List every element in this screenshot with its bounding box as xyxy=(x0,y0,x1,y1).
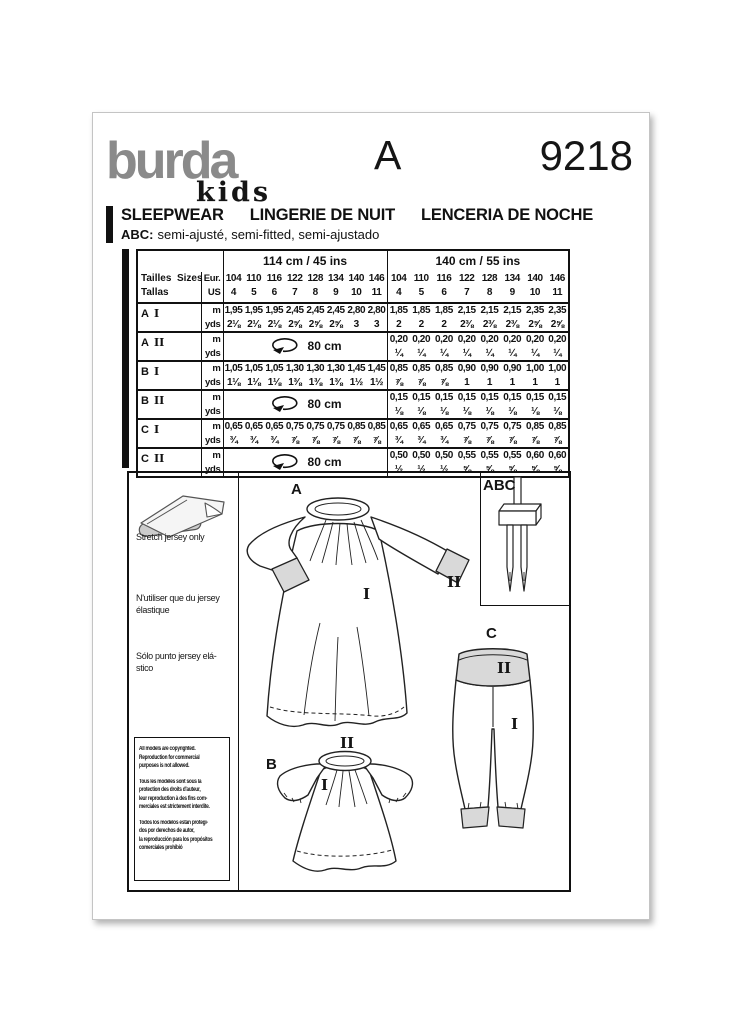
elastic-loop-icon xyxy=(269,453,301,471)
yardage-cell-114: 1,95 2⅛ xyxy=(223,303,244,332)
size-col-header: 128 8 xyxy=(305,272,326,303)
yardage-cell-114: 2,45 2⅝ xyxy=(305,303,326,332)
fit-views-label: ABC: xyxy=(121,227,154,242)
unit-cell: m yds xyxy=(201,332,223,361)
size-group-header-140: 140 cm / 55 ins xyxy=(387,250,569,272)
label-gown-fabric: I xyxy=(363,585,371,603)
size-col-header: 146 11 xyxy=(546,272,569,303)
row-label: C II xyxy=(137,448,201,477)
yardage-table xyxy=(136,249,570,478)
copyright-es: Todos los modelos están protegi- dos por derechos de autor, la reproducción para los propósitos comerciales prohibió xyxy=(139,819,213,851)
yardage-cell-140: 0,20 ¼ xyxy=(501,332,524,361)
yardage-cell-140: 0,85 ⅞ xyxy=(433,361,456,390)
yardage-cell-140: 1,00 1 xyxy=(524,361,547,390)
yardage-cell-140: 0,75 ⅞ xyxy=(455,419,478,448)
yardage-cell-140: 0,75 ⅞ xyxy=(501,419,524,448)
copyright-fr: Tous les modèles sont sous la protection des droits d'auteur, leur reproduction à des fins com- merciales est strictement interdite. xyxy=(139,778,210,810)
pattern-number: 9218 xyxy=(539,132,633,179)
yardage-cell-140: 0,60 ⅝ xyxy=(524,448,547,477)
yardage-cell-114: 0,65 ¾ xyxy=(244,419,265,448)
yardage-cell-140: 0,90 1 xyxy=(455,361,478,390)
brand-logo: burda xyxy=(106,132,236,190)
size-col-header: 140 10 xyxy=(346,272,367,303)
yardage-cell-140: 0,75 ⅞ xyxy=(478,419,501,448)
yardage-cell-140: 0,20 ¼ xyxy=(524,332,547,361)
size-col-header: 116 6 xyxy=(433,272,456,303)
yardage-cell-114: 0,75 ⅞ xyxy=(326,419,347,448)
yardage-cell-140: 0,15 ⅛ xyxy=(455,390,478,419)
unit-cell: m yds xyxy=(201,303,223,332)
yardage-cell-140: 0,55 ⅝ xyxy=(501,448,524,477)
label-view-c: C xyxy=(486,625,497,642)
yardage-cell-140: 1,85 2 xyxy=(433,303,456,332)
yardage-cell-114: 1,05 1⅛ xyxy=(244,361,265,390)
size-col-header: 122 7 xyxy=(285,272,306,303)
yardage-cell-140: 0,60 ⅝ xyxy=(546,448,569,477)
yardage-cell-114: 2,80 3 xyxy=(367,303,388,332)
fabric-note-en: Stretch jersey only xyxy=(136,532,205,542)
size-col-header: 104 4 xyxy=(223,272,244,303)
yardage-cell-140: 0,85 ⅞ xyxy=(546,419,569,448)
yardage-cell-114: 1,05 1⅛ xyxy=(223,361,244,390)
garment-drawings xyxy=(129,473,569,890)
size-group-header-114: 114 cm / 45 ins xyxy=(223,250,387,272)
label-needles-abc: ABC xyxy=(483,477,516,494)
category-title-fr: LINGERIE DE NUIT xyxy=(249,206,396,224)
yardage-cell-140: 0,20 ¼ xyxy=(455,332,478,361)
yardage-cell-140: 0,15 ⅛ xyxy=(387,390,410,419)
yardage-cell-140: 0,20 ¼ xyxy=(410,332,433,361)
yardage-cell-114: 0,65 ¾ xyxy=(264,419,285,448)
unit-region-header: Eur. US xyxy=(201,272,223,303)
label-top-neck: II xyxy=(340,734,355,752)
yardage-cell-140: 2,15 2⅜ xyxy=(501,303,524,332)
yardage-cell-140: 2,15 2⅜ xyxy=(455,303,478,332)
gown-drawing xyxy=(247,498,469,726)
size-col-header: 134 9 xyxy=(326,272,347,303)
yardage-cell-114: 1,30 1⅜ xyxy=(305,361,326,390)
size-col-header: 116 6 xyxy=(264,272,285,303)
table-corner xyxy=(137,250,223,272)
yardage-cell-114: 1,95 2⅛ xyxy=(244,303,265,332)
yardage-cell-140: 2,15 2⅜ xyxy=(478,303,501,332)
label-gown-cuff: II xyxy=(447,573,462,591)
size-col-header: 122 7 xyxy=(455,272,478,303)
category-title-en: SLEEPWEAR xyxy=(121,206,224,224)
yardage-cell-114: 0,65 ¾ xyxy=(223,419,244,448)
yardage-cell-140: 0,20 ¼ xyxy=(478,332,501,361)
yardage-cell-140: 0,65 ¾ xyxy=(433,419,456,448)
yardage-cell-114: 2,45 2⅝ xyxy=(326,303,347,332)
twin-needle-icon xyxy=(499,477,541,591)
elastic-loop-icon xyxy=(269,395,301,413)
yardage-cell-140: 0,55 ⅝ xyxy=(455,448,478,477)
yardage-cell-140: 0,15 ⅛ xyxy=(524,390,547,419)
yardage-cell-114: 1,30 1⅜ xyxy=(326,361,347,390)
yardage-cell-114: 0,75 ⅞ xyxy=(285,419,306,448)
yardage-cell-140: 0,85 ⅞ xyxy=(387,361,410,390)
fit-text: semi-ajusté, semi-fitted, semi-ajustado xyxy=(157,227,380,242)
yardage-cell-140: 0,85 ⅞ xyxy=(524,419,547,448)
top-drawing xyxy=(278,752,413,872)
yardage-cell-114: 1,05 1⅛ xyxy=(264,361,285,390)
yardage-cell-140: 0,20 ¼ xyxy=(387,332,410,361)
size-col-header: 110 5 xyxy=(244,272,265,303)
yardage-cell-114: 0,85 ⅞ xyxy=(367,419,388,448)
row-label: C I xyxy=(137,419,201,448)
row-label: A II xyxy=(137,332,201,361)
yardage-cell-140: 0,15 ⅛ xyxy=(478,390,501,419)
size-col-header: 134 9 xyxy=(501,272,524,303)
fabric-note-es: Sólo punto jersey elá- stico xyxy=(136,651,217,673)
brand-sub-logo: kids xyxy=(196,177,272,208)
row-label: B II xyxy=(137,390,201,419)
yardage-cell-140: 1,00 1 xyxy=(546,361,569,390)
yardage-cell-140: 0,90 1 xyxy=(501,361,524,390)
size-col-header: 140 10 xyxy=(524,272,547,303)
table-accent-bar xyxy=(122,249,129,468)
yardage-cell-140: 0,65 ¾ xyxy=(387,419,410,448)
category-title-es: LENCERIA DE NOCHE xyxy=(421,206,594,224)
elastic-requirement-cell: 80 cm xyxy=(223,448,387,477)
yardage-cell-140: 0,50 ½ xyxy=(410,448,433,477)
diagram-box xyxy=(127,471,571,892)
yardage-cell-140: 0,50 ½ xyxy=(433,448,456,477)
yardage-cell-140: 0,15 ⅛ xyxy=(410,390,433,419)
row-label: B I xyxy=(137,361,201,390)
yardage-cell-140: 0,90 1 xyxy=(478,361,501,390)
yardage-cell-114: 0,75 ⅞ xyxy=(305,419,326,448)
size-col-header: 146 11 xyxy=(367,272,388,303)
unit-cell: m yds xyxy=(201,361,223,390)
unit-cell: m yds xyxy=(201,390,223,419)
copyright-en: All models are copyrighted. Reproduction for commercial purposes is not allowed. xyxy=(139,746,200,769)
size-col-header: 110 5 xyxy=(410,272,433,303)
yardage-cell-140: 0,65 ¾ xyxy=(410,419,433,448)
yardage-cell-140: 0,15 ⅛ xyxy=(546,390,569,419)
yardage-cell-140: 0,20 ¼ xyxy=(546,332,569,361)
label-leggings-band: II xyxy=(497,659,512,677)
yardage-cell-140: 0,85 ⅞ xyxy=(410,361,433,390)
fit-description xyxy=(121,227,379,242)
view-letter: A xyxy=(374,132,402,178)
size-col-header: 128 8 xyxy=(478,272,501,303)
yardage-cell-140: 0,50 ½ xyxy=(387,448,410,477)
label-leggings-leg: I xyxy=(511,715,519,733)
size-col-header: 104 4 xyxy=(387,272,410,303)
yardage-cell-140: 2,35 2⅝ xyxy=(524,303,547,332)
yardage-cell-114: 1,95 2⅛ xyxy=(264,303,285,332)
yardage-cell-140: 2,35 2⅝ xyxy=(546,303,569,332)
leggings-drawing xyxy=(453,649,533,828)
yardage-cell-140: 0,15 ⅛ xyxy=(501,390,524,419)
yardage-cell-114: 0,85 ⅞ xyxy=(346,419,367,448)
yardage-cell-140: 0,20 ¼ xyxy=(433,332,456,361)
yardage-cell-140: 1,85 2 xyxy=(410,303,433,332)
yardage-cell-140: 1,85 2 xyxy=(387,303,410,332)
unit-cell: m yds xyxy=(201,419,223,448)
fabric-note-fr: N'utiliser que du jersey élastique xyxy=(136,593,220,615)
yardage-cell-114: 2,45 2⅝ xyxy=(285,303,306,332)
elastic-loop-icon xyxy=(269,337,301,355)
yardage-cell-114: 1,45 1½ xyxy=(346,361,367,390)
unit-cell: m yds xyxy=(201,448,223,477)
category-title xyxy=(121,206,619,225)
yardage-cell-114: 2,80 3 xyxy=(346,303,367,332)
size-label-header: Tailles Sizes Tallas xyxy=(137,272,201,303)
title-accent-bar xyxy=(106,206,113,243)
label-view-a: A xyxy=(291,481,302,498)
label-view-b: B xyxy=(266,756,277,773)
row-label: A I xyxy=(137,303,201,332)
pattern-envelope-card xyxy=(92,112,650,920)
yardage-cell-140: 0,15 ⅛ xyxy=(433,390,456,419)
elastic-requirement-cell: 80 cm xyxy=(223,332,387,361)
yardage-cell-114: 1,45 1½ xyxy=(367,361,388,390)
yardage-cell-140: 0,55 ⅝ xyxy=(478,448,501,477)
yardage-cell-114: 1,30 1⅜ xyxy=(285,361,306,390)
elastic-requirement-cell: 80 cm xyxy=(223,390,387,419)
label-top-fabric: I xyxy=(321,776,329,794)
